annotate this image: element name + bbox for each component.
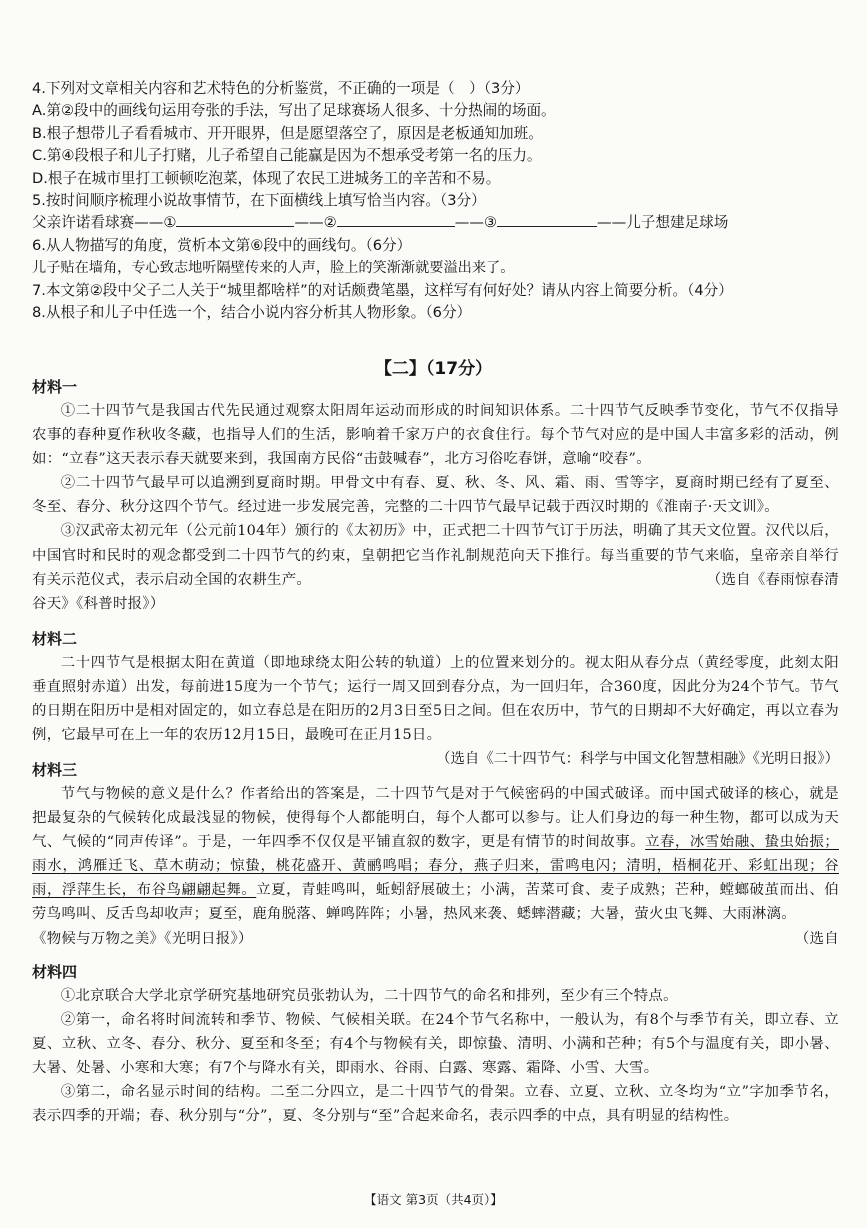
- material-4: [32, 960, 839, 1129]
- material-4-label: 材料四: [32, 963, 78, 981]
- material-3-underlined-passage: 立春，冰雪始融、蛰虫始振；雨水，鸿雁迁飞、草木萌动；惊蛰，桃花盛开、黄鹂鸣唱；春分，燕子归来，雷鸣电闪；清明，梧桐花开、彩虹出现；谷雨，浮萍生长，布谷鸟翩翩起舞。: [32, 834, 839, 899]
- material-1-para-1: ①二十四节气是我国古代先民通过观察太阳周年运动而形成的时间知识体系。二十四节气反映季节变化，节气不仅指导农事的春种夏作秋收冬藏，也指导人们的生活，影响着千家万户的衣食住行。每个节气对应的是中国人丰富多彩的活动，例如：“立春”这天表示春天就要来到，我国南方民俗“击鼓喊春”，北方习俗吃春饼，意喻“咬春”。: [32, 403, 839, 468]
- q6-stem: 6.从人物描写的角度，赏析本文第⑥段中的画线句。（6分）: [32, 237, 412, 254]
- q4-option-c: C.第④段根子和儿子打赌，儿子希望自己能赢是因为不想承受考第一名的压力。: [32, 147, 542, 165]
- material-3-label: 材料三: [32, 761, 78, 779]
- q4-option-a: A.第②段中的画线句运用夸张的手法，写出了足球赛场人很多、十分热闹的场面。: [32, 102, 556, 120]
- material-4-para-1: ①北京联合大学北京学研究基地研究员张勃认为，二十四节气的命名和排列，至少有三个特点。: [60, 988, 678, 1004]
- material-1: [32, 375, 839, 616]
- material-1-label: 材料一: [32, 378, 78, 396]
- material-1-source-a: （选自《春雨惊春清: [706, 571, 839, 588]
- material-2-source: （选自《二十四节气：科学与中国文化智慧相融》《光明日报》）: [436, 751, 839, 768]
- q8-stem: 8.从根子和儿子中任选一个，结合小说内容分析其人物形象。（6分）: [32, 304, 472, 322]
- q4-option-b: B.根子想带儿子看看城市、开开眼界，但是愿望落空了，原因是老板通知加班。: [32, 124, 543, 142]
- material-1-para-3: [32, 519, 839, 591]
- material-4-para-2: ②第一，命名将时间流转和季节、物候、气候相关联。在24个节气名称中，一般认为，有8个与季节有关，即立春、立夏、立秋、立冬、春分、秋分、夏至和冬至；有4个与物候有关，即惊蛰、清明、小满和芒种；有5个与温度有关，即小暑、大暑、处暑、小寒和大寒；有7个与降水有关，即雨水、谷雨、白露、寒露、霜降、小雪、大雪。: [32, 1012, 839, 1077]
- material-4-para-3: ③第二，命名显示时间的结构。二至二分四立，是二十四节气的骨架。立春、立夏、立秋、立冬均为“立”字加季节名，表示四季的开端；春、秋分别与“分”，夏、冬分别与“至”合起来命名，表示四季的中点，具有明显的结构性。: [32, 1084, 839, 1125]
- q5-mark-3: ——③: [454, 214, 497, 232]
- material-3-source-a: （选自: [794, 930, 839, 947]
- q4-stem: 4.下列对文章相关内容和艺术特色的分析鉴赏，不正确的一项是（ ）（3分）: [32, 80, 530, 97]
- q5-plot-line: [32, 212, 839, 234]
- material-2-para-1: 二十四节气是根据太阳在黄道（即地球绕太阳公转的轨道）上的位置来划分的。视太阳从春分点（黄经零度，此刻太阳垂直照射赤道）出发，每前进15度为一个节气；运行一周又回到春分点，为一回归年，合360度，因此分为24个节气。节气的日期在阳历中是相对固定的，如立春总是在阳历的2月3日至5日之间。但在农历中，节气的日期却不大好确定，再以立春为例，它最早可在上一年的农历12月15日，最晚可在正月15日。: [32, 655, 839, 744]
- q5-stem: 5.按时间顺序梳理小说故事情节，在下面横线上填写恰当内容。（3分）: [32, 192, 486, 209]
- question-4: [32, 78, 839, 190]
- q4-option-d: D.根子在城市里打工顿顿吃泡菜，体现了农民工进城务工的辛苦和不易。: [32, 169, 501, 187]
- q5-end: ——儿子想建足球场: [597, 214, 729, 232]
- material-1-source-b: 谷天》《科普时报》）: [32, 595, 165, 612]
- material-2: [32, 627, 839, 771]
- q5-blank-3[interactable]: [497, 212, 597, 227]
- section-title: 【二】（17分）: [374, 359, 493, 379]
- question-5: [32, 190, 839, 235]
- q7-stem: 7.本文第②段中父子二人关于“城里都啥样”的对话颇费笔墨，这样写有何好处？请从内容上简要分析。（4分）: [32, 281, 733, 299]
- material-3: [32, 758, 839, 951]
- material-1-para-3-text: ③汉武帝太初元年（公元前104年）颁行的《太初历》中，正式把二十四节气订于历法，明确了其天文位置。汉代以后，中国官时和民时的观念都受到二十四节气的约束，皇朝把它当作礼制规范向天下推行。每当重要的节气来临，皇帝亲自举行有关示范仪式，表示启动全国的农耕生产。: [32, 523, 839, 588]
- material-3-rest: 立夏，青蛙鸣叫，蚯蚓舒展破土；小满，苦菜可食、麦子成熟；芒种，螳螂破茧而出、伯劳鸟鸣叫、反舌鸟却收声；夏至，鹿角脱落、蝉鸣阵阵；小暑，热风来袭、蟋蟀潜藏；大暑，萤火虫飞舞、大雨淋漓。: [32, 882, 839, 923]
- q6-quote: 儿子贴在墙角，专心致志地听隔壁传来的人声，脸上的笑渐渐就要溢出来了。: [32, 260, 515, 277]
- material-3-text: 节气与物候的意义是什么？作者给出的答案是，二十四节气是对于气候密码的中国式破译。而中国式破译的核心，就是把最复杂的气候转化成最浅显的物候，使得每个人都能明白，每个人都可以参与。让人们身边的每一种生物，都可以成为天气、气候的“同声传译”。于是，一年四季不仅仅是平铺直叙的数字，更是有情节的时间故事。: [32, 786, 839, 851]
- question-6-to-8: [32, 235, 839, 325]
- material-3-source-b: 《物候与万物之美》《光明日报》）: [32, 930, 253, 947]
- q5-blank-1[interactable]: [176, 212, 294, 227]
- material-2-label: 材料二: [32, 630, 78, 648]
- material-1-para-2: ②二十四节气最早可以追溯到夏商时期。甲骨文中有春、夏、秋、冬、风、霜、雨、雪等字，夏商时期已经有了夏至、冬至、春分、秋分这四个节气。经过进一步发展完善，完整的二十四节气最早记载于西汉时期的《淮南子·天文训》。: [32, 475, 839, 516]
- q5-mark-2: ——②: [294, 214, 337, 232]
- page-footer: 【语文 第3页（共4页）】: [364, 1192, 503, 1207]
- q5-start: 父亲许诺看球赛——①: [32, 214, 177, 232]
- q5-blank-2[interactable]: [337, 212, 455, 227]
